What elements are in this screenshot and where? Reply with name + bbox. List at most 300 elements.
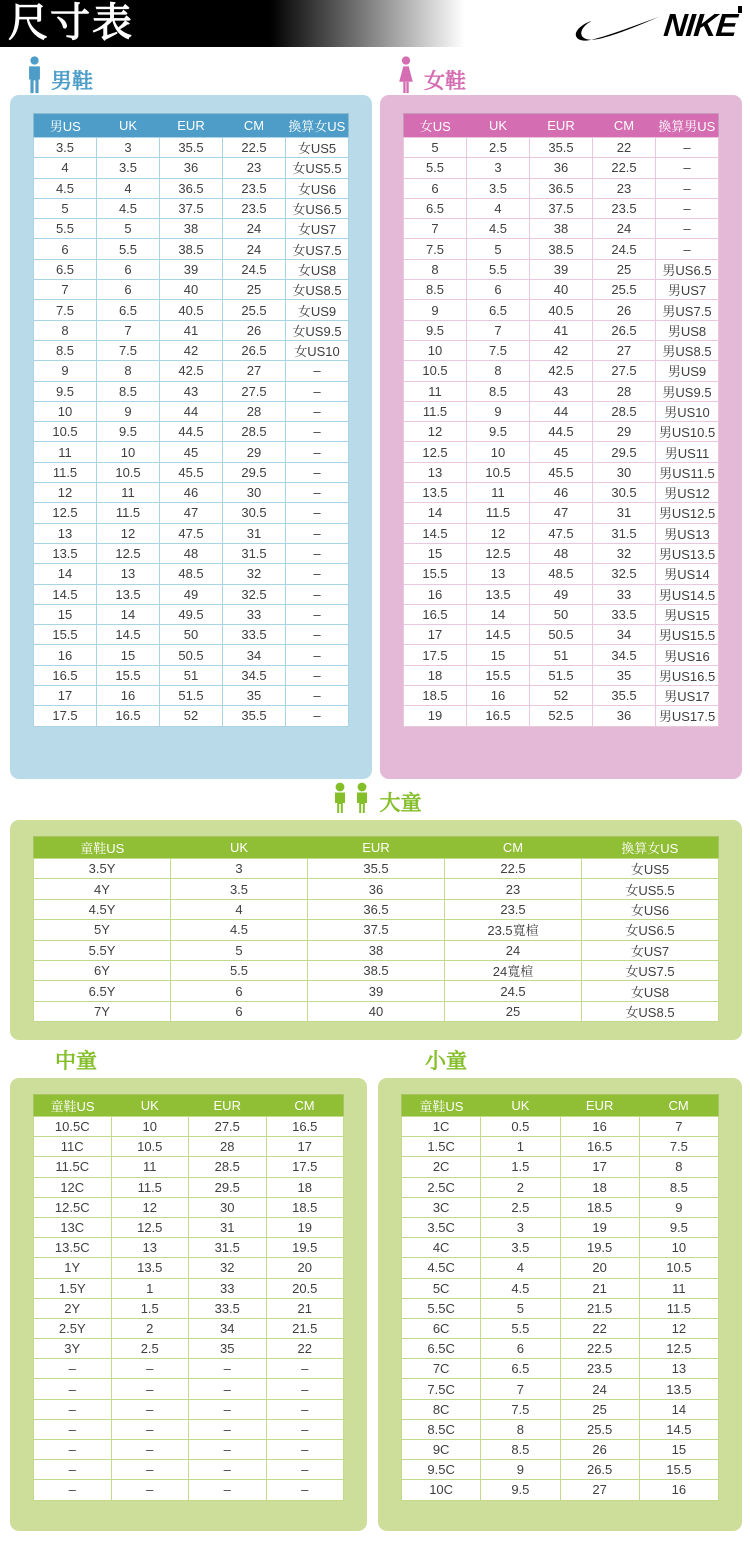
table-cell: 3 xyxy=(481,1217,560,1237)
table-row xyxy=(34,1197,344,1217)
table-cell: 女US8.5 xyxy=(286,280,349,300)
table-cell: 12.5 xyxy=(467,543,530,563)
table-cell: 28.5 xyxy=(223,422,286,442)
table-cell: 14 xyxy=(639,1399,718,1419)
table-cell: 9 xyxy=(639,1197,718,1217)
table-row xyxy=(34,981,719,1001)
table-cell: 50 xyxy=(160,625,223,645)
table-cell: 18 xyxy=(266,1177,344,1197)
table-row xyxy=(402,1177,719,1197)
table-cell: 5.5 xyxy=(404,158,467,178)
table-cell: 11 xyxy=(639,1278,718,1298)
table-cell: 9.5C xyxy=(402,1460,481,1480)
table-row xyxy=(404,381,719,401)
table-cell: 44 xyxy=(530,401,593,421)
table-cell: 2.5C xyxy=(402,1177,481,1197)
table-cell: 8 xyxy=(639,1157,718,1177)
table-row xyxy=(34,1117,344,1137)
table-cell: 22.5 xyxy=(593,158,656,178)
table-cell: 31 xyxy=(223,523,286,543)
table-row xyxy=(34,483,349,503)
table-row xyxy=(34,920,719,940)
table-cell: 3.5 xyxy=(34,138,97,158)
table-cell: 14.5 xyxy=(34,584,97,604)
table-cell: 11.5 xyxy=(97,503,160,523)
table-cell: 13 xyxy=(404,462,467,482)
table-cell: 9.5 xyxy=(639,1217,718,1237)
table-cell: 15 xyxy=(639,1440,718,1460)
table-cell: 13.5 xyxy=(34,543,97,563)
table-cell: 6 xyxy=(171,1001,308,1021)
table-cell: 5.5Y xyxy=(34,940,171,960)
table-cell: 32 xyxy=(593,543,656,563)
table-cell: 29 xyxy=(593,422,656,442)
table-cell: 16.5 xyxy=(97,706,160,726)
table-cell: 4 xyxy=(97,178,160,198)
column-header: 童鞋US xyxy=(402,1095,481,1117)
column-header: EUR xyxy=(530,114,593,138)
table-cell: 24寬楦 xyxy=(445,960,582,980)
table-cell: 11.5 xyxy=(111,1177,189,1197)
table-cell: 3Y xyxy=(34,1339,112,1359)
table-cell: 52.5 xyxy=(530,706,593,726)
table-cell: 3.5Y xyxy=(34,859,171,879)
table-row xyxy=(404,280,719,300)
table-cell: 13 xyxy=(34,523,97,543)
table-row xyxy=(404,503,719,523)
table-cell: 36 xyxy=(530,158,593,178)
table-cell: 11 xyxy=(34,442,97,462)
table-cell: 36 xyxy=(160,158,223,178)
table-cell: 6 xyxy=(467,280,530,300)
table-cell: – xyxy=(266,1440,344,1460)
table-cell: – xyxy=(34,1399,112,1419)
table-cell: 7 xyxy=(404,219,467,239)
table-cell: 19 xyxy=(404,706,467,726)
table-cell: – xyxy=(286,564,349,584)
table-cell: 15 xyxy=(404,543,467,563)
table-cell: – xyxy=(656,239,719,259)
table-row xyxy=(402,1197,719,1217)
table-cell: 男US7.5 xyxy=(656,300,719,320)
table-cell: 男US9.5 xyxy=(656,381,719,401)
column-header: 換算男US xyxy=(656,114,719,138)
table-row xyxy=(404,665,719,685)
table-cell: 5C xyxy=(402,1278,481,1298)
table-cell: 26 xyxy=(593,300,656,320)
table-cell: 25.5 xyxy=(223,300,286,320)
table-cell: 女US10 xyxy=(286,340,349,360)
table-cell: 35 xyxy=(593,665,656,685)
table-cell: 16 xyxy=(467,686,530,706)
table-cell: – xyxy=(656,219,719,239)
table-row xyxy=(404,198,719,218)
table-cell: – xyxy=(656,178,719,198)
table-cell: 35.5 xyxy=(530,138,593,158)
table-cell: 4 xyxy=(34,158,97,178)
column-header: 男US xyxy=(34,114,97,138)
table-cell: 47.5 xyxy=(530,523,593,543)
table-cell: 9 xyxy=(467,401,530,421)
table-row xyxy=(404,625,719,645)
table-cell: 男US6.5 xyxy=(656,259,719,279)
table-cell: 34.5 xyxy=(223,665,286,685)
registered-mark-icon xyxy=(738,6,742,13)
table-cell: 11.5 xyxy=(34,462,97,482)
table-row xyxy=(404,158,719,178)
table-cell: 42.5 xyxy=(160,361,223,381)
table-row xyxy=(404,442,719,462)
table-cell: 5.5 xyxy=(481,1318,560,1338)
table-cell: 17 xyxy=(266,1137,344,1157)
table-cell: 7 xyxy=(481,1379,560,1399)
table-cell: 45.5 xyxy=(160,462,223,482)
table-row xyxy=(404,361,719,381)
column-header: UK xyxy=(467,114,530,138)
table-cell: 51.5 xyxy=(530,665,593,685)
table-cell: 9 xyxy=(404,300,467,320)
table-cell: 7.5 xyxy=(481,1399,560,1419)
table-cell: 12 xyxy=(467,523,530,543)
section-title-small-kids: 小童 xyxy=(425,1050,467,1073)
table-cell: 11.5C xyxy=(34,1157,112,1177)
table-cell: 38 xyxy=(308,940,445,960)
table-cell: 17.5 xyxy=(34,706,97,726)
table-row xyxy=(34,1258,344,1278)
table-row xyxy=(404,543,719,563)
table-row xyxy=(34,584,349,604)
table-row xyxy=(34,442,349,462)
table-cell: – xyxy=(266,1480,344,1500)
table-cell: 5.5 xyxy=(34,219,97,239)
table-row xyxy=(402,1258,719,1278)
table-cell: 8 xyxy=(404,259,467,279)
table-cell: 14 xyxy=(467,604,530,624)
table-row xyxy=(404,138,719,158)
table-cell: 16 xyxy=(560,1117,639,1137)
table-cell: 30.5 xyxy=(593,483,656,503)
table-cell: – xyxy=(286,604,349,624)
table-cell: – xyxy=(34,1359,112,1379)
table-cell: – xyxy=(34,1379,112,1399)
table-cell: 男US15.5 xyxy=(656,625,719,645)
table-cell: 5 xyxy=(34,198,97,218)
table-cell: 男US13.5 xyxy=(656,543,719,563)
table-cell: 30 xyxy=(593,462,656,482)
table-cell: 43 xyxy=(160,381,223,401)
table-cell: 25 xyxy=(223,280,286,300)
table-cell: 38.5 xyxy=(308,960,445,980)
table-cell: – xyxy=(111,1359,189,1379)
table-cell: 12 xyxy=(34,483,97,503)
table-cell: 16.5 xyxy=(266,1117,344,1137)
table-cell: 30 xyxy=(223,483,286,503)
small-kids-size-table xyxy=(401,1094,719,1501)
table-cell: 29 xyxy=(223,442,286,462)
small-kids-table-panel xyxy=(378,1078,742,1531)
table-cell: 12.5 xyxy=(639,1339,718,1359)
table-cell: 15.5 xyxy=(639,1460,718,1480)
table-cell: 8C xyxy=(402,1399,481,1419)
kids-icon xyxy=(329,782,375,816)
table-cell: 22 xyxy=(266,1339,344,1359)
table-cell: 16.5 xyxy=(467,706,530,726)
table-cell: 3 xyxy=(97,138,160,158)
table-cell: 女US8 xyxy=(582,981,719,1001)
table-cell: 男US14.5 xyxy=(656,584,719,604)
table-cell: 8 xyxy=(481,1419,560,1439)
table-cell: – xyxy=(266,1460,344,1480)
table-cell: 42.5 xyxy=(530,361,593,381)
table-cell: 26.5 xyxy=(560,1460,639,1480)
section-label-small-kids xyxy=(425,1051,467,1074)
table-cell: 25 xyxy=(445,1001,582,1021)
table-cell: 13 xyxy=(111,1238,189,1258)
column-header: 童鞋US xyxy=(34,1095,112,1117)
table-cell: 14.5 xyxy=(639,1419,718,1439)
table-cell: 18.5 xyxy=(560,1197,639,1217)
table-cell: 1 xyxy=(481,1137,560,1157)
column-header: EUR xyxy=(560,1095,639,1117)
table-cell: – xyxy=(286,503,349,523)
table-row xyxy=(34,1318,344,1338)
table-cell: 2.5 xyxy=(481,1197,560,1217)
table-row xyxy=(404,239,719,259)
table-cell: 22 xyxy=(593,138,656,158)
table-cell: 4.5 xyxy=(467,219,530,239)
table-row xyxy=(402,1440,719,1460)
table-cell: – xyxy=(111,1379,189,1399)
table-cell: 24 xyxy=(560,1379,639,1399)
table-row xyxy=(404,259,719,279)
table-row xyxy=(404,483,719,503)
table-cell: 4.5Y xyxy=(34,899,171,919)
header-row xyxy=(34,114,349,138)
page-title: 尺寸表 xyxy=(8,1,134,45)
table-cell: 28.5 xyxy=(593,401,656,421)
column-header: CM xyxy=(266,1095,344,1117)
table-row xyxy=(34,645,349,665)
section-label-big-kids xyxy=(0,782,750,816)
big-kids-size-table xyxy=(33,836,719,1022)
table-cell: 女US5 xyxy=(286,138,349,158)
table-cell: 19.5 xyxy=(560,1238,639,1258)
column-header: 換算女US xyxy=(286,114,349,138)
table-cell: – xyxy=(34,1480,112,1500)
table-cell: 18.5 xyxy=(404,686,467,706)
table-cell: 女US5.5 xyxy=(286,158,349,178)
table-cell: 10 xyxy=(97,442,160,462)
table-cell: 女US6 xyxy=(286,178,349,198)
table-cell: 男US12.5 xyxy=(656,503,719,523)
table-cell: 5 xyxy=(171,940,308,960)
table-cell: 45 xyxy=(530,442,593,462)
column-header: 換算女US xyxy=(582,837,719,859)
table-row xyxy=(404,645,719,665)
table-cell: 14.5 xyxy=(404,523,467,543)
column-header: 女US xyxy=(404,114,467,138)
table-cell: 33.5 xyxy=(593,604,656,624)
table-cell: 15 xyxy=(34,604,97,624)
table-cell: 39 xyxy=(160,259,223,279)
table-cell: 男US17.5 xyxy=(656,706,719,726)
table-cell: 男US10 xyxy=(656,401,719,421)
table-cell: 31.5 xyxy=(223,543,286,563)
mid-kids-table-panel xyxy=(10,1078,367,1531)
table-row xyxy=(34,1419,344,1439)
column-header: EUR xyxy=(308,837,445,859)
table-cell: 45 xyxy=(160,442,223,462)
table-row xyxy=(34,1238,344,1258)
table-row xyxy=(34,300,349,320)
table-cell: 13.5C xyxy=(34,1238,112,1258)
table-cell: 17.5 xyxy=(404,645,467,665)
table-row xyxy=(404,523,719,543)
table-row xyxy=(34,899,719,919)
table-cell: 16.5 xyxy=(34,665,97,685)
table-cell: 29.5 xyxy=(189,1177,267,1197)
table-cell: 13 xyxy=(639,1359,718,1379)
table-cell: 40.5 xyxy=(160,300,223,320)
table-cell: 13.5 xyxy=(639,1379,718,1399)
table-cell: 46 xyxy=(530,483,593,503)
table-cell: 42 xyxy=(160,340,223,360)
table-cell: 10 xyxy=(111,1117,189,1137)
table-cell: 24 xyxy=(593,219,656,239)
table-cell: 12 xyxy=(639,1318,718,1338)
header-row xyxy=(404,114,719,138)
table-cell: 32.5 xyxy=(593,564,656,584)
table-cell: 46 xyxy=(160,483,223,503)
table-cell: 36.5 xyxy=(308,899,445,919)
table-cell: 4.5 xyxy=(97,198,160,218)
table-cell: 7.5 xyxy=(97,340,160,360)
table-cell: 49 xyxy=(160,584,223,604)
table-row xyxy=(34,178,349,198)
table-cell: 1.5 xyxy=(481,1157,560,1177)
table-cell: 4.5 xyxy=(34,178,97,198)
table-row xyxy=(402,1460,719,1480)
table-cell: – xyxy=(111,1440,189,1460)
table-row xyxy=(402,1399,719,1419)
table-cell: 52 xyxy=(160,706,223,726)
table-cell: 23.5 xyxy=(223,198,286,218)
table-cell: 12C xyxy=(34,1177,112,1197)
table-cell: 女US5.5 xyxy=(582,879,719,899)
table-cell: 4C xyxy=(402,1238,481,1258)
table-cell: 17.5 xyxy=(266,1157,344,1177)
table-cell: 4.5 xyxy=(171,920,308,940)
table-cell: 34 xyxy=(223,645,286,665)
table-cell: – xyxy=(286,462,349,482)
table-row xyxy=(404,584,719,604)
table-cell: 31 xyxy=(189,1217,267,1237)
table-cell: 5 xyxy=(97,219,160,239)
table-row xyxy=(34,1298,344,1318)
table-cell: 女US7 xyxy=(582,940,719,960)
table-row xyxy=(402,1137,719,1157)
table-cell: 9.5 xyxy=(34,381,97,401)
table-cell: 8.5 xyxy=(404,280,467,300)
table-cell: 23.5寬楦 xyxy=(445,920,582,940)
table-cell: 15 xyxy=(467,645,530,665)
table-cell: 15 xyxy=(97,645,160,665)
table-cell: 44 xyxy=(160,401,223,421)
table-cell: 8.5 xyxy=(97,381,160,401)
table-cell: 2C xyxy=(402,1157,481,1177)
table-cell: 8 xyxy=(467,361,530,381)
table-row xyxy=(404,706,719,726)
table-cell: 14 xyxy=(97,604,160,624)
table-cell: 男US15 xyxy=(656,604,719,624)
table-cell: – xyxy=(656,138,719,158)
table-cell: 24.5 xyxy=(445,981,582,1001)
table-cell: 18.5 xyxy=(266,1197,344,1217)
table-row xyxy=(404,422,719,442)
table-row xyxy=(402,1217,719,1237)
table-cell: 25 xyxy=(593,259,656,279)
table-cell: 26 xyxy=(560,1440,639,1460)
table-cell: 男US11 xyxy=(656,442,719,462)
table-cell: 38 xyxy=(160,219,223,239)
men-size-table xyxy=(33,113,349,727)
table-cell: 40 xyxy=(530,280,593,300)
table-cell: 43 xyxy=(530,381,593,401)
table-cell: 3C xyxy=(402,1197,481,1217)
table-cell: 6.5C xyxy=(402,1339,481,1359)
table-cell: 48.5 xyxy=(160,564,223,584)
table-row xyxy=(34,1339,344,1359)
table-cell: 40 xyxy=(160,280,223,300)
table-cell: 女US7 xyxy=(286,219,349,239)
table-cell: 24 xyxy=(223,239,286,259)
table-cell: 34.5 xyxy=(593,645,656,665)
table-cell: 31.5 xyxy=(593,523,656,543)
table-cell: 3 xyxy=(467,158,530,178)
table-cell: 2.5Y xyxy=(34,1318,112,1338)
table-cell: – xyxy=(286,422,349,442)
table-cell: 6.5Y xyxy=(34,981,171,1001)
table-row xyxy=(402,1278,719,1298)
table-row xyxy=(402,1419,719,1439)
table-cell: 8.5 xyxy=(467,381,530,401)
table-cell: 25.5 xyxy=(593,280,656,300)
table-row xyxy=(34,340,349,360)
table-cell: 7C xyxy=(402,1359,481,1379)
table-cell: 17 xyxy=(404,625,467,645)
table-cell: – xyxy=(266,1399,344,1419)
table-cell: 9.5 xyxy=(97,422,160,442)
table-cell: 36.5 xyxy=(160,178,223,198)
table-cell: 27 xyxy=(223,361,286,381)
section-label-women xyxy=(394,56,466,94)
table-cell: 13C xyxy=(34,1217,112,1237)
table-cell: 27.5 xyxy=(593,361,656,381)
table-row xyxy=(34,706,349,726)
table-cell: – xyxy=(189,1440,267,1460)
table-cell: 6C xyxy=(402,1318,481,1338)
table-cell: 35 xyxy=(189,1339,267,1359)
table-cell: 4Y xyxy=(34,879,171,899)
table-cell: 15.5 xyxy=(404,564,467,584)
table-cell: 1Y xyxy=(34,1258,112,1278)
table-cell: 5 xyxy=(481,1298,560,1318)
table-cell: 7 xyxy=(97,320,160,340)
table-cell: 45.5 xyxy=(530,462,593,482)
table-cell: 35.5 xyxy=(593,686,656,706)
section-label-men xyxy=(24,56,93,94)
table-cell: 9.5 xyxy=(404,320,467,340)
